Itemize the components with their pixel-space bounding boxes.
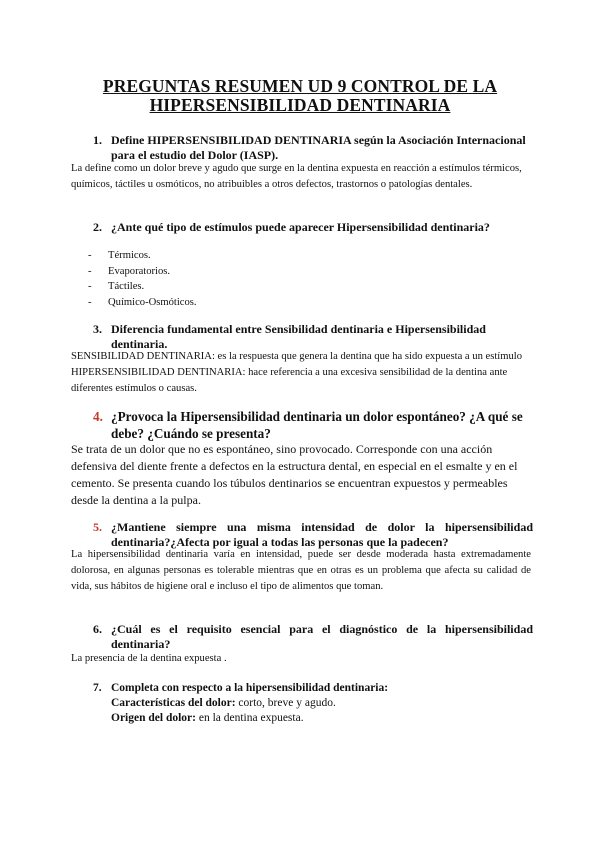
list-item: - Evaporatorios. xyxy=(88,264,197,280)
list-item: - Químico-Osmóticos. xyxy=(88,295,197,311)
bullet-marker: - xyxy=(88,265,92,277)
page-title: PREGUNTAS RESUMEN UD 9 CONTROL DE LA HIPERSENSIBILIDAD DENTINARIA xyxy=(102,76,498,115)
question-number: 7. xyxy=(93,682,102,694)
answer-6: La presencia de la dentina expuesta . xyxy=(71,653,227,664)
answer-3: SENSIBILIDAD DENTINARIA: es la respuesta que genera la dentina que ha sido expuesta a un estímulo HIPERSENSIBILIDAD DENTINARIA: hace referencia a una excesiva sensibilidad de la dentina ante diferentes estímulos o causas. xyxy=(71,351,522,394)
question-7 xyxy=(93,681,533,726)
bullet-marker: - xyxy=(88,281,92,292)
question-number: 4. xyxy=(93,409,103,424)
question-text: Define HIPERSENSIBILIDAD DENTINARIA según la Asociación Internacional para el estudio del Dolor (IASP). xyxy=(111,133,526,162)
question-text: ¿Ante qué tipo de estímulos puede aparecer Hipersensibilidad dentinaria? xyxy=(111,220,490,234)
question-2 xyxy=(93,220,533,235)
field-value: en la dentina expuesta. xyxy=(195,712,304,724)
answer-2-list xyxy=(88,248,197,310)
bullet-marker: - xyxy=(88,250,92,261)
field-row-characteristics xyxy=(111,696,533,711)
answer-1: La define como un dolor breve y agudo que surge en la dentina expuesta en reacción a estímulos térmicos, químicos, táctiles u osmóticos, no atribuibles a otros defectos, trastornos o patologías dentales. xyxy=(71,163,522,190)
field-value: corto, breve y agudo. xyxy=(235,697,336,709)
question-1 xyxy=(93,133,533,163)
question-number: 2. xyxy=(93,220,102,234)
list-item: - Térmicos. xyxy=(88,248,197,264)
answer-5: La hipersensibilidad dentinaria varía en intensidad, puede ser desde moderada hasta extremadamente dolorosa, en algunas personas es tolerable mientras que en otras es un problema que afecta su calidad de vida, sus hábitos de higiene oral e incluso el tipo de alimentos que toman. xyxy=(71,549,531,592)
bullet-marker: - xyxy=(88,296,92,308)
question-text: ¿Cuál es el requisito esencial para el diagnóstico de la hipersensibilidad dentinaria? xyxy=(111,622,533,651)
question-number: 1. xyxy=(93,133,102,147)
question-text: ¿Mantiene siempre una misma intensidad de dolor la hipersensibilidad dentinaria?¿Afecta por igual a todas las personas que la padecen? xyxy=(111,520,533,549)
question-text: Completa con respecto a la hipersensibilidad dentinaria: xyxy=(111,682,389,694)
question-4 xyxy=(93,408,533,442)
question-number: 3. xyxy=(93,322,102,336)
answer-4: Se trata de un dolor que no es espontáneo, sino provocado. Corresponde con una acción defensiva del diente frente a defectos en la estructura dental, en especial en el esmalte y en el cemento. Se presenta cuando los túbulos dentinarios se encuentran expuestos y permeables desde la dentina a la pulpa. xyxy=(71,442,518,507)
question-number: 5. xyxy=(93,520,102,534)
field-row-origin xyxy=(111,711,533,726)
question-number: 6. xyxy=(93,622,102,636)
question-5 xyxy=(93,520,533,550)
field-label: Características del dolor: xyxy=(111,697,236,709)
question-6 xyxy=(93,622,533,652)
field-label: Origen del dolor: xyxy=(111,712,196,724)
list-item: - Táctiles. xyxy=(88,279,197,295)
question-3 xyxy=(93,322,533,352)
question-text: Diferencia fundamental entre Sensibilidad dentinaria e Hipersensibilidad dentinaria. xyxy=(111,322,486,351)
question-text: ¿Provoca la Hipersensibilidad dentinaria un dolor espontáneo? ¿A qué se debe? ¿Cuándo se presenta? xyxy=(111,409,523,441)
